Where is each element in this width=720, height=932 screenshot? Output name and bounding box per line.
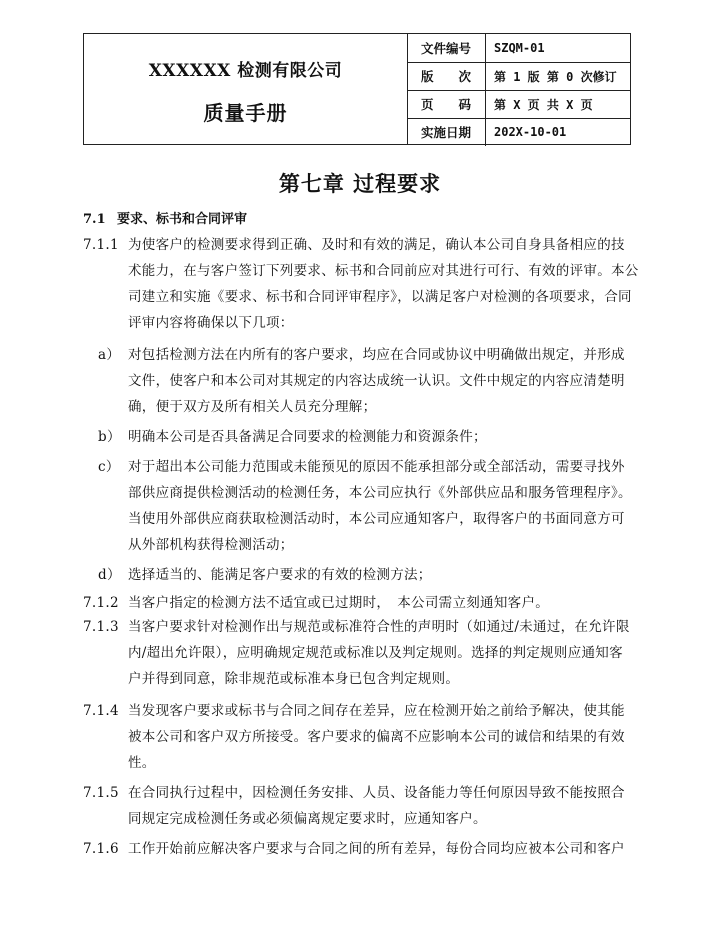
- text-line: 对于超出本公司能力范围或未能预见的原因不能承担部分或全部活动，需要寻找外: [128, 459, 625, 475]
- list-item-text: [128, 342, 638, 420]
- text-line: 内/超出允许限），应明确规定规范或标准以及判定规则。选择的判定规则应通知客: [128, 645, 623, 661]
- clause-number: 7.1.3: [83, 619, 119, 635]
- list-marker: c）: [98, 459, 120, 475]
- header-row-document-number: [407, 34, 630, 63]
- clause-text: [128, 780, 638, 832]
- header-label: 文件编号: [407, 34, 486, 62]
- text-line: 户并得到同意，除非规范或标准本身已包含判定规则。: [128, 671, 460, 687]
- text-line: 当发现客户要求或标书与合同之间存在差异，应在检测开始之前给予解决，使其能: [128, 703, 625, 719]
- text-line: 当使用外部供应商获取检测活动时，本公司应通知客户，取得客户的书面同意方可: [128, 511, 625, 527]
- text-line: 部供应商提供检测活动的检测任务，本公司应执行《外部供应品和服务管理程序》。: [128, 485, 632, 501]
- clause-text: [128, 614, 638, 692]
- header-label: 实施日期: [407, 118, 486, 146]
- text-line: 司建立和实施《要求、标书和合同评审程序》，以满足客户对检测的各项要求，合同: [128, 289, 632, 305]
- header-value: SZQM-01: [494, 41, 545, 55]
- text-line: 同规定完成检测任务或必须偏离规定要求时，应通知客户。: [128, 811, 487, 827]
- text-line: 选择适当的、能满足客户要求的有效的检测方法；: [128, 567, 432, 583]
- section-number: 7.1: [83, 212, 106, 227]
- manual-title: 质量手册: [203, 101, 288, 125]
- document-header-table: [83, 33, 631, 145]
- company-name: XXXXXX 检测有限公司: [148, 61, 343, 81]
- clause-text: [128, 590, 638, 616]
- clause-number: 7.1.2: [83, 595, 119, 611]
- header-row-effective-date: [407, 118, 630, 146]
- text-line: 当客户要求针对检测作出与规范或标准符合性的声明时（如通过/未通过，在允许限: [128, 619, 630, 635]
- clause-number: 7.1.6: [83, 841, 119, 857]
- text-line: 性。: [128, 755, 156, 771]
- text-line: 被本公司和客户双方所接受。客户要求的偏离不应影响本公司的诚信和结果的有效: [128, 729, 625, 745]
- clause-text: [128, 232, 638, 336]
- list-item-text: [128, 562, 638, 588]
- clause-text: [128, 698, 638, 776]
- text-line: 当客户指定的检测方法不适宜或已过期时， 本公司需立刻通知客户。: [128, 595, 550, 611]
- list-marker: b）: [98, 429, 121, 445]
- header-row-page: [407, 90, 630, 119]
- text-line: 从外部机构获得检测活动；: [128, 537, 294, 553]
- section-title: 要求、标书和合同评审: [117, 212, 248, 227]
- header-title-cell: [84, 34, 408, 144]
- list-marker: a）: [98, 347, 121, 363]
- text-line: 对包括检测方法在内所有的客户要求，均应在合同或协议中明确做出规定，并形成: [128, 347, 625, 363]
- text-line: 术能力，在与客户签订下列要求、标书和合同前应对其进行可行、有效的评审。本公: [128, 263, 639, 279]
- chapter-title: 第七章 过程要求: [278, 171, 442, 196]
- clause-number: 7.1.5: [83, 785, 119, 801]
- text-line: 在合同执行过程中，因检测任务安排、人员、设备能力等任何原因导致不能按照合: [128, 785, 625, 801]
- header-value: 第 X 页 共 X 页: [494, 97, 593, 112]
- text-line: 评审内容将确保以下几项：: [128, 315, 294, 331]
- list-item-text: [128, 454, 638, 558]
- list-item-text: [128, 424, 638, 450]
- header-value: 第 1 版 第 0 次修订: [494, 69, 617, 84]
- header-label: 页 码: [407, 90, 486, 118]
- header-label: 版 次: [407, 62, 486, 90]
- text-line: 确，便于双方及所有相关人员充分理解；: [128, 399, 377, 415]
- text-line: 为使客户的检测要求得到正确、及时和有效的满足，确认本公司自身具备相应的技: [128, 237, 625, 253]
- text-line: 文件，使客户和本公司对其规定的内容达成统一认识。文件中规定的内容应清楚明: [128, 373, 625, 389]
- text-line: 明确本公司是否具备满足合同要求的检测能力和资源条件；: [128, 429, 487, 445]
- text-line: 工作开始前应解决客户要求与合同之间的所有差异，每份合同均应被本公司和客户: [128, 841, 625, 857]
- header-value: 202X-10-01: [494, 125, 567, 139]
- clause-text: [128, 836, 638, 862]
- clause-number: 7.1.4: [83, 703, 119, 719]
- section-heading: [83, 208, 247, 227]
- header-row-edition: [407, 62, 630, 91]
- list-marker: d）: [98, 567, 121, 583]
- clause-number: 7.1.1: [83, 237, 119, 253]
